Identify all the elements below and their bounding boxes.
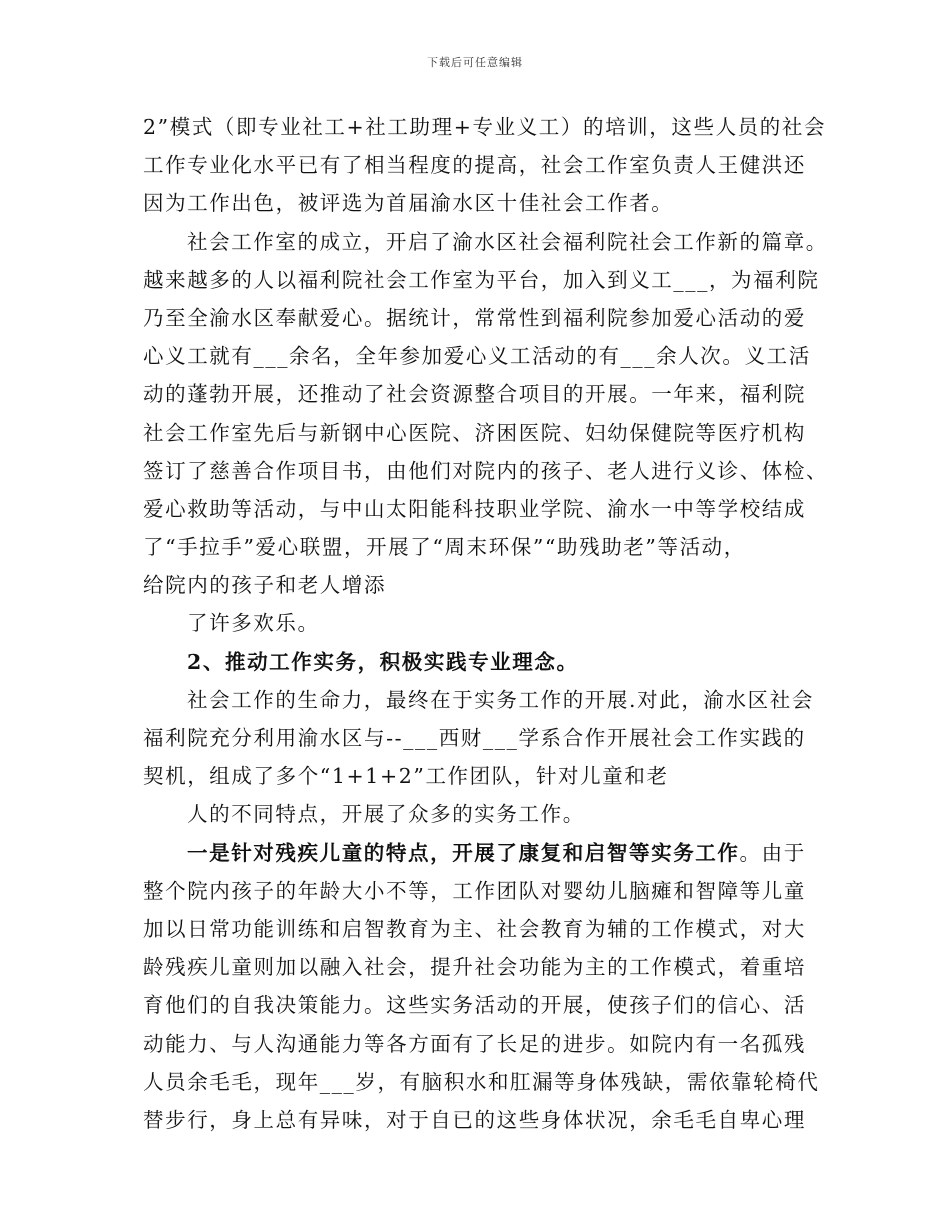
text-line: 了“手拉手”爱心联盟，开展了“周末环保”“助残助老”等活动， <box>143 535 746 560</box>
text-line: 加以日常功能训练和启智教育为主、社会教育为辅的工作模式，对大 <box>143 916 806 941</box>
text-line: 工作专业化水平已有了相当程度的提高，社会工作室负责人王健洪还 <box>143 153 806 178</box>
page-header: 下载后可任意编辑 <box>427 56 523 69</box>
text-line: 因为工作出色，被评选为首届渝水区十佳社会工作者。 <box>143 191 674 216</box>
text-line: 人的不同特点，开展了众多的实务工作。 <box>187 802 585 827</box>
paragraph-start: 社会工作的生命力，最终在于实务工作的开展.对此，渝水区社会 <box>187 687 814 712</box>
text-line: 爱心救助等活动，与中山太阳能科技职业学院、渝水一中等学校结成 <box>143 496 806 521</box>
text-line: 心义工就有___余名，全年参加爱心义工活动的有___余人次。义工活 <box>143 344 811 369</box>
text-line: 乃至全渝水区奉献爱心。据统计，常常性到福利院参加爱心活动的爱 <box>143 305 806 330</box>
text-line: 动能力、与人沟通能力等各方面有了长足的进步。如院内有一名孤残 <box>143 1031 806 1056</box>
emphasis-lead: 一是针对残疾儿童的特点，开展了康复和启智等实务工作 <box>187 840 740 865</box>
text-line: 了许多欢乐。 <box>187 611 320 636</box>
text-line: 整个院内孩子的年龄大小不等，工作团队对婴幼儿脑瘫和智障等儿童 <box>143 878 806 903</box>
text-line: 越来越多的人以福利院社会工作室为平台，加入到义工___，为福利院 <box>143 267 820 292</box>
paragraph-start: 社会工作室的成立，开启了渝水区社会福利院社会工作新的篇章。 <box>187 229 828 254</box>
text-line: 2”模式（即专业社工+社工助理+专业义工）的培训，这些人员的社会 <box>143 115 827 139</box>
text-line: 契机，组成了多个“1+1+2”工作团队，针对儿童和老 <box>143 764 669 789</box>
paragraph-start <box>143 834 823 872</box>
text-line: 替步行，身上总有异味，对于自已的这些身体状况，余毛毛自卑心理 <box>143 1107 806 1132</box>
text-line: 人员余毛毛，现年___岁，有脑积水和肛漏等身体残缺，需依靠轮椅代 <box>143 1069 820 1094</box>
text-line: 龄残疾儿童则加以融入社会，提升社会功能为主的工作模式，着重培 <box>143 955 806 980</box>
text-line: 社会工作室先后与新钢中心医院、济困医院、妇幼保健院等医疗机构 <box>143 420 806 445</box>
document-body <box>143 108 829 1139</box>
text-fragment: 。由于 <box>739 840 806 865</box>
text-line: 签订了慈善合作项目书，由他们对院内的孩子、老人进行义诊、体检、 <box>143 458 829 483</box>
text-line: 育他们的自我决策能力。这些实务活动的开展，使孩子们的信心、活 <box>143 993 806 1018</box>
text-line: 福利院充分利用渝水区与--___西财___学系合作开展社会工作实践的 <box>143 726 806 750</box>
text-line: 动的蓬勃开展，还推动了社会资源整合项目的开展。一年来，福利院 <box>143 382 806 407</box>
section-heading: 2、推动工作实务，积极实践专业理念。 <box>187 649 579 674</box>
text-line: 给院内的孩子和老人增添 <box>143 573 387 598</box>
